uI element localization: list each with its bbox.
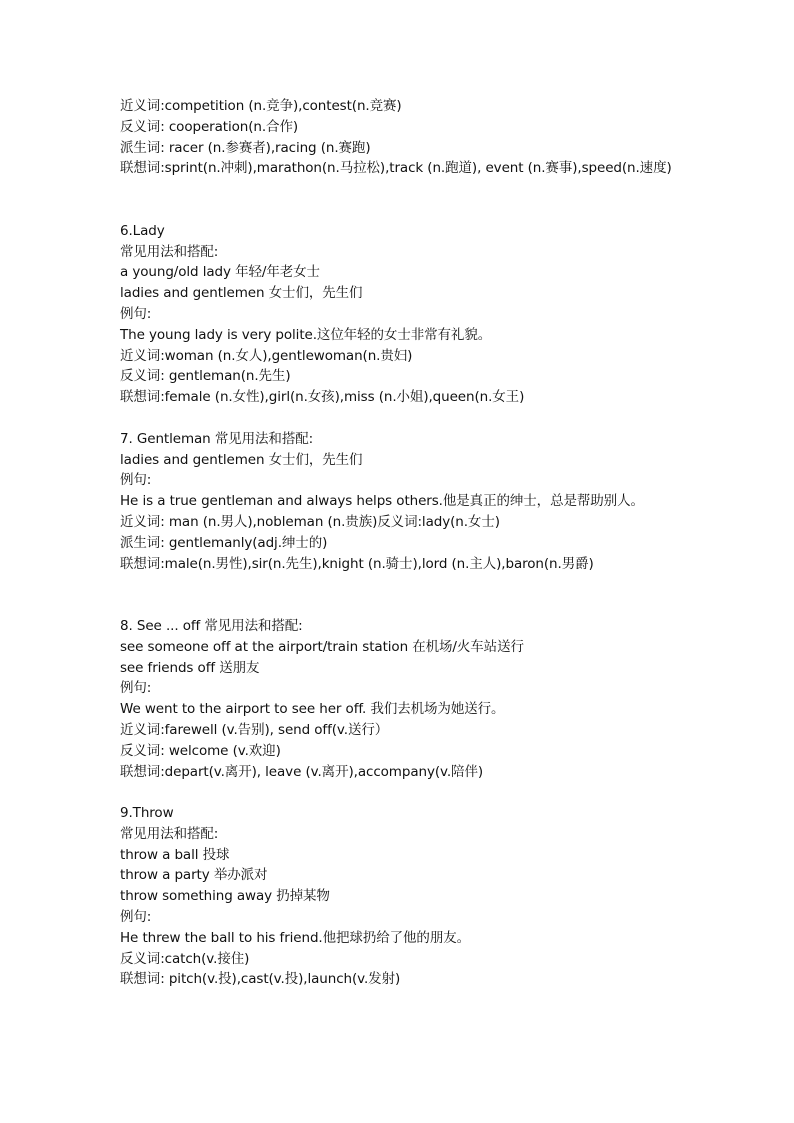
text-line: 例句: (120, 680, 152, 697)
text-line: 联想词:depart(v.离开), leave (v.离开),accompany(v.陪伴) (120, 763, 484, 780)
text-line: 例句: (120, 305, 152, 322)
spacer (120, 408, 690, 429)
text-line: 派生词: gentlemanly(adj.绅士的) (120, 534, 328, 551)
text-line: a young/old lady 年轻/年老女士 (120, 264, 320, 281)
text-line: 常见用法和搭配: (120, 243, 219, 260)
section-heading: 9.Throw (120, 805, 174, 822)
example-sentence: We went to the airport to see her off. 我们去机场为她送行。 (120, 701, 505, 718)
text-line: 近义词:woman (n.女人),gentlewoman(n.贵妇) (120, 347, 413, 364)
example-sentence: The young lady is very polite.这位年轻的女士非常有礼貌。 (120, 326, 492, 343)
text-line: 近义词:farewell (v.告别), send off(v.送行） (120, 721, 389, 738)
text-line: see friends off 送朋友 (120, 659, 260, 676)
text-line: 例句: (120, 472, 152, 489)
document-page (120, 96, 690, 990)
section-see-off (120, 616, 690, 782)
section-gentleman (120, 429, 690, 575)
text-line: 近义词: man (n.男人),nobleman (n.贵族)反义词:lady(n.女士) (120, 513, 500, 530)
example-sentence: He is a true gentleman and always helps others.他是真正的绅士，总是帮助别人。 (120, 493, 644, 510)
text-line: 反义词: gentleman(n.先生) (120, 368, 291, 385)
text-line: 联想词:male(n.男性),sir(n.先生),knight (n.骑士),lord (n.主人),baron(n.男爵) (120, 555, 594, 572)
section-throw (120, 803, 690, 990)
text-line: 反义词: welcome (v.欢迎) (120, 742, 281, 759)
text-line: see someone off at the airport/train station 在机场/火车站送行 (120, 638, 524, 655)
text-line: throw a ball 投球 (120, 846, 230, 863)
section-heading: 6.Lady (120, 222, 165, 239)
text-line: 反义词: cooperation(n.合作) (120, 118, 299, 135)
example-sentence: He threw the ball to his friend.他把球扔给了他的朋友。 (120, 929, 471, 946)
section-heading: 8. See ... off 常见用法和搭配: (120, 617, 303, 634)
text-line: 联想词: pitch(v.投),cast(v.投),launch(v.发射) (120, 971, 401, 988)
text-line: 联想词:female (n.女性),girl(n.女孩),miss (n.小姐),queen(n.女王) (120, 389, 525, 406)
text-line: ladies and gentlemen 女士们，先生们 (120, 285, 363, 302)
text-line: 近义词:competition (n.竞争),contest(n.竞赛) (120, 98, 402, 114)
text-line: throw a party 举办派对 (120, 867, 268, 884)
text-line: 联想词:sprint(n.冲刺),marathon(n.马拉松),track (n.跑道), event (n.赛事),speed(n.速度) (120, 160, 672, 177)
text-line: 反义词:catch(v.接住) (120, 950, 250, 967)
spacer (120, 574, 690, 616)
text-line: throw something away 扔掉某物 (120, 888, 330, 905)
text-line: ladies and gentlemen 女士们，先生们 (120, 451, 363, 468)
text-line: 派生词: racer (n.参赛者),racing (n.赛跑) (120, 139, 371, 156)
spacer (120, 179, 690, 221)
section-heading: 7. Gentleman 常见用法和搭配: (120, 430, 314, 447)
text-line: 常见用法和搭配: (120, 825, 219, 842)
section-synonyms-race (120, 96, 690, 179)
spacer (120, 782, 690, 803)
section-lady (120, 221, 690, 408)
text-line: 例句: (120, 909, 152, 926)
